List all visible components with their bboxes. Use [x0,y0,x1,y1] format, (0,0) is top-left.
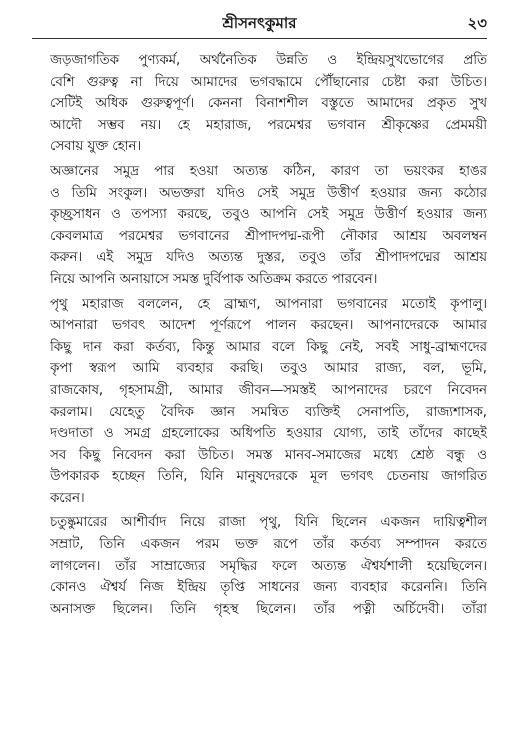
body-text [50,50,487,623]
text-line: কোনও ঐশ্বর্য নিজ ইন্দ্রিয় তৃপ্তি সাধনের জন্য ব্যবহার করেননি। তিনি [50,580,487,596]
paragraph [50,294,487,510]
text-line: পৃথু মহারাজ বললেন, হে ব্রাহ্মণ, আপনারা ভগবানের মতোই কৃপালু। [50,296,487,312]
text-line: আদৌ সম্ভব নয়। হে মহারাজ, পরমেশ্বর ভগবান শ্রীকৃষ্ণের প্রেমময়ী [50,117,487,133]
page-header [32,8,487,38]
text-line: উপকারক হচ্ছেন তিনি, যিনি মানুষদেরকে মূল ভগবৎ চেতনায় জাগরিত [50,469,487,485]
text-line: জড়জাগতিক পুণ্যকর্ম, অর্থনৈতিক উন্নতি ও ইন্দ্রিয়সুখভোগের প্রতি [50,53,487,68]
text-line: কেবলমাত্র পরমেশ্বর ভগবানের শ্রীপাদপদ্ম-রূপী নৌকার আশ্রয় অবলম্বন [50,228,487,244]
text-line: দণ্ডদাতা ও সমগ্র গ্রহলোকের অধিপতি হওয়ার যোগ্য, তাই তাঁদের কাছেই [50,426,487,442]
text-line: চতুষ্কুমারের আশীর্বাদ নিয়ে রাজা পৃথু, যিনি ছিলেন একজন দায়িত্বশীল [50,515,487,531]
running-head-title: শ্রীসনৎকুমার [222,14,297,32]
text-line: রাজকোষ, গৃহসামগ্রী, আমার জীবন—সমস্তই আপনাদের চরণে নিবেদন [50,382,487,398]
paragraph [50,512,487,620]
text-line: ও তিমি সংকুল। অভক্তরা যদিও সেই সমুদ্র উত্তীর্ণ হওয়ার জন্য কঠোর [50,185,487,201]
text-line: নিয়ে আপনি অনায়াসে সমস্ত দুর্বিপাক অতিক্রম করতে পারবেন। [50,271,378,287]
text-line: করলাম। যেহেতু বৈদিক জ্ঞান সমন্বিত ব্যক্তিই সেনাপতি, রাজ্যশাসক, [50,404,487,420]
text-line: কৃপা স্বরূপ আমি ব্যবহার করছি। তবুও আমার রাজ্য, বল, ভূমি, [50,361,487,377]
text-line: করুন। এই সমুদ্র যদিও অত্যন্ত দুস্তর, তবুও তাঁর শ্রীপাদপদ্মের আশ্রয় [50,250,487,266]
page-number: ২৩ [467,14,487,32]
text-line: আপনারা ভগবৎ আদেশ পূর্ণরূপে পালন করছেন। আপনাদেরকে আমার [50,318,487,334]
text-line: সেটিই অধিক গুরুত্বপূর্ণ। কেননা বিনাশশীল বস্তুতে আমাদের প্রকৃত সুখ [50,96,487,112]
text-line: লাগলেন। তাঁর সাম্রাজ্যের সমৃদ্ধির ফলে অত্যন্ত ঐশ্বর্যশালী হয়েছিলেন। [50,558,487,574]
text-line: সম্রাট, তিনি একজন পরম ভক্ত রূপে তাঁর কর্তব্য সম্পাদন করতে [50,537,487,553]
text-line: অনাসক্ত ছিলেন। তিনি গৃহস্থ ছিলেন। তাঁর পত্নী অর্চিদেবী। তাঁরা [50,601,487,617]
text-line: কিছু দান করা কর্তব্য, কিন্তু আমার বলে কিছু নেই, সবই সাধু-ব্রাহ্মণদের [50,339,487,355]
text-line: অজ্ঞানের সমুদ্র পার হওয়া অত্যন্ত কঠিন, কারণ তা ভয়ংকর হাঙর [50,163,487,179]
text-line: কৃচ্ছ্রসাধন ও তপস্যা করছে, তবুও আপনি সেই সমুদ্র উত্তীর্ণ হওয়ার জন্য [50,207,487,223]
text-line: সব কিছু নিবেদন করা উচিত। সমস্ত মানব-সমাজের মধ্যে শ্রেষ্ঠ বন্ধু ও [50,447,487,463]
text-line: করেন। [50,490,85,506]
header-rule [32,38,487,39]
text-line: সেবায় যুক্ত হোন। [50,139,142,155]
paragraph [50,161,487,291]
paragraph [50,50,487,158]
text-line: বেশি গুরুত্ব না দিয়ে আমাদের ভগবদ্ধামে পৌঁছানোর চেষ্টা করা উচিত। [50,74,487,90]
